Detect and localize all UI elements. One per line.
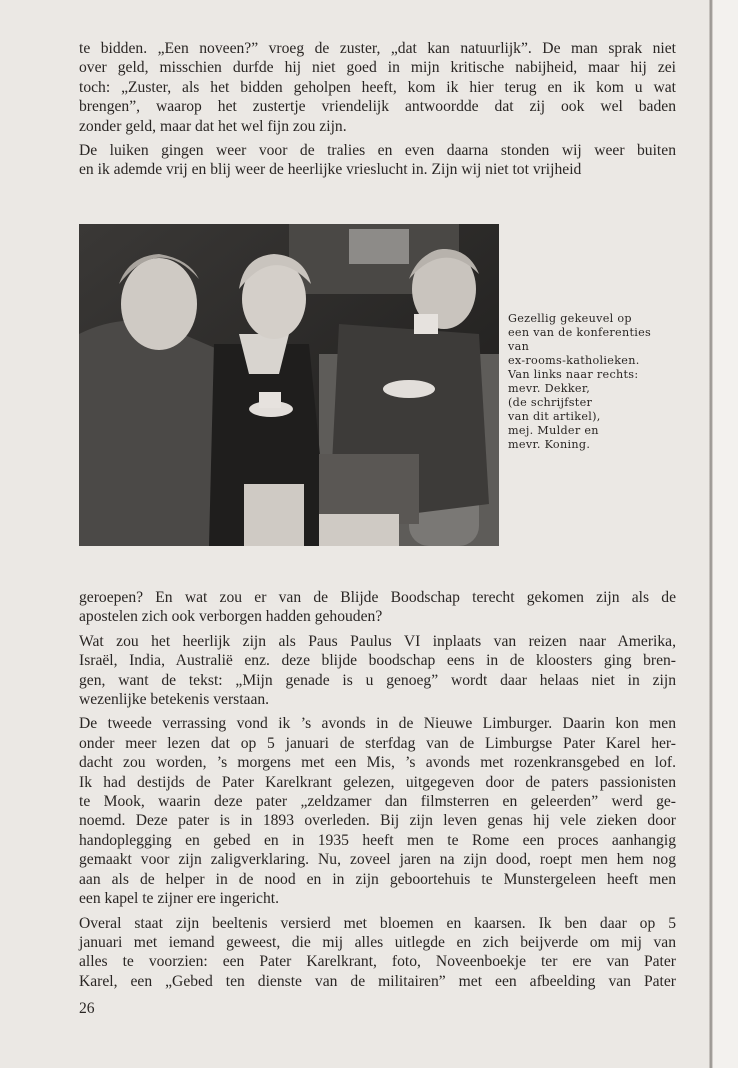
text-line: wezenlijke betekenis verstaan.: [79, 691, 270, 709]
text-line: januari met iemand geweest, die mij alles uitlegde en zich beijverde om mij van: [79, 933, 676, 951]
text-line: Overal staat zijn beeltenis versierd met bloemen en kaarsen. Ik ben daar op 5: [79, 914, 676, 932]
paragraph: [79, 39, 676, 136]
paragraph: [79, 632, 676, 710]
caption-line: Van links naar rechts:: [508, 368, 639, 381]
caption-line: mej. Mulder en: [508, 424, 599, 437]
text-line: handoplegging en gebed en in 1935 heeft men te Rome een proces aanhangig: [79, 831, 676, 849]
text-block-bottom: [79, 588, 676, 996]
text-line: De tweede verrassing vond ik ’s avonds in de Nieuwe Limburger. Daarin kon men: [79, 715, 676, 733]
text-line: Ik had destijds de Pater Karelkrant gelezen, uitgegeven door de paters passionisten: [79, 773, 676, 791]
text-line: apostelen zich ook verborgen hadden gehouden?: [79, 608, 383, 626]
text-line: alles te voorzien: een Pater Karelkrant, foto, Noveenboekje ter ere van Pater: [79, 953, 676, 971]
text-line: te Mook, waarin deze pater „zeldzamer dan filmsterren en geleerden” werd ge-: [79, 793, 676, 811]
text-line: een kapel te zijner ere ingericht.: [79, 890, 280, 908]
text-line: over geld, misschien durfde hij niet goed in mijn kritische nabijheid, maar hij zei: [79, 59, 676, 77]
page-number: 26: [79, 1000, 95, 1017]
photo: [79, 224, 499, 546]
text-line: zonder geld, maar dat het wel fijn zou zijn.: [79, 117, 347, 135]
text-line: Wat zou het heerlijk zijn als Paus Paulus VI inplaats van reizen naar Amerika,: [79, 632, 676, 650]
text-line: onder meer lezen dat op 5 januari de sterfdag van de Limburgse Pater Karel her-: [79, 734, 676, 752]
paragraph: [79, 914, 676, 992]
text-line: en ik ademde vrij en blij weer de heerlijke vrieslucht in. Zijn wij niet tot vrijheid: [79, 161, 582, 179]
text-line: Israël, India, Australië enz. deze blijde boodschap eens in de kloosters ging bren-: [79, 652, 676, 670]
text-line: te bidden. „Een noveen?” vroeg de zuster, „dat kan natuurlijk”. De man sprak niet: [79, 40, 676, 57]
text-line: noemd. Deze pater is in 1893 overleden. Bij zijn leven genas hij vele zieken door: [79, 812, 676, 830]
caption-line: een van de konferenties: [508, 326, 652, 339]
text-line: toch: „Zuster, als het bidden geholpen heeft, kom ik hier terug en ik kom u wat: [79, 78, 676, 96]
caption-line: van dit artikel),: [508, 410, 601, 423]
photo-image: [79, 224, 499, 546]
page-edge: [709, 0, 713, 1068]
text-line: brengen”, waarop het zustertje vriendelijk antwoordde dat zij ook wel baden: [79, 98, 676, 116]
text-line: geroepen? En wat zou er van de Blijde Boodschap terecht gekomen zijn als de: [79, 589, 676, 606]
caption-line: ex-rooms-katholieken.: [508, 354, 640, 367]
text-block-top: [79, 39, 676, 185]
caption-line: mevr. Dekker,: [508, 382, 591, 395]
caption-line: van: [508, 340, 530, 353]
photo-caption: [508, 312, 688, 452]
text-line: Karel, een „Gebed ten dienste van de militairen” met een afbeelding van Pater: [79, 972, 676, 990]
paragraph: [79, 141, 676, 180]
text-line: De luiken gingen weer voor de tralies en even daarna stonden wij weer buiten: [79, 142, 676, 160]
caption-line: Gezellig gekeuvel op: [508, 312, 632, 325]
text-line: gen, want de tekst: „Mijn genade is u genoeg” wordt daar helaas niet in zijn: [79, 671, 676, 689]
caption-line: mevr. Koning.: [508, 438, 591, 451]
paragraph: [79, 588, 676, 627]
text-line: gemaakt voor zijn zaligverklaring. Nu, zoveel jaren na zijn dood, roept men hem nog: [79, 851, 676, 869]
text-line: dacht zou worden, ’s morgens met een Mis, ’s avonds met rozenkransgebed en lof.: [79, 754, 676, 772]
caption-line: (de schrijfster: [508, 396, 593, 409]
text-line: aan als de helper in de nood en in zijn geboortehuis te Munstergeleen heeft men: [79, 870, 676, 888]
paragraph: [79, 714, 676, 908]
